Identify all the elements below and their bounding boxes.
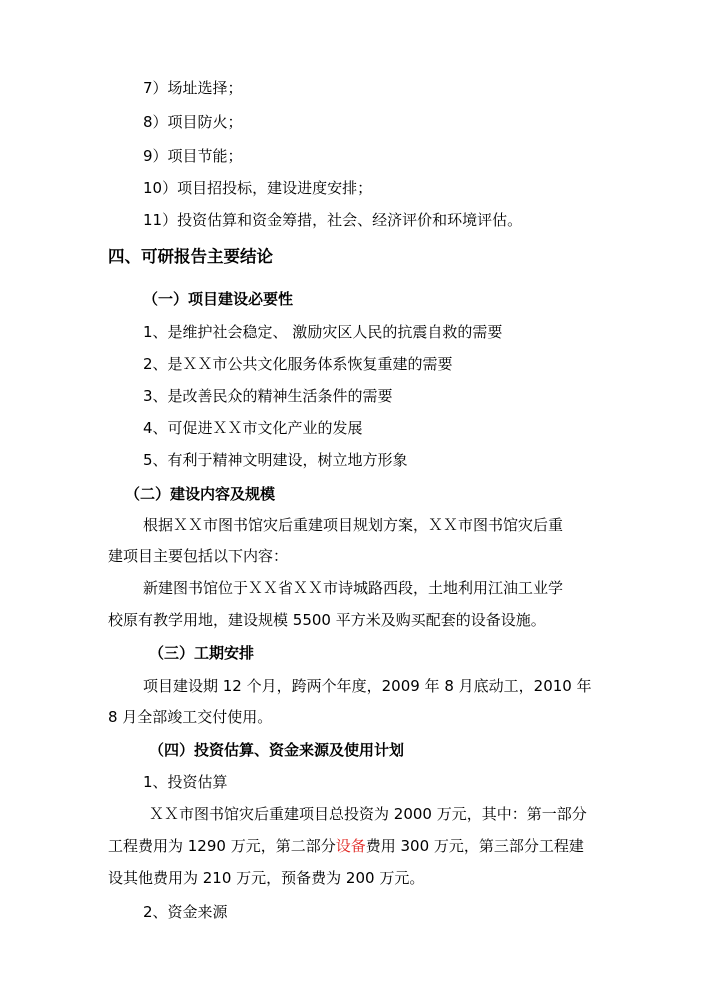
highlighted-term: 设备 <box>335 837 366 855</box>
list-item: 10）项目招投标，建设进度安排； <box>143 179 373 197</box>
paragraph-line: 根据ＸＸ市图书馆灾后重建项目规划方案，ＸＸ市图书馆灾后重 <box>143 516 564 534</box>
subheading: 1、投资估算 <box>143 773 228 791</box>
paragraph-line: 建项目主要包括以下内容： <box>108 547 289 565</box>
paragraph-line <box>108 836 584 856</box>
paragraph-line: 项目建设期 12 个月，跨两个年度，2009 年 8 月底动工，2010 年 <box>143 677 592 695</box>
list-item: 11）投资估算和资金筹措，社会、经济评价和环境评估。 <box>143 211 523 229</box>
list-item: 5、有利于精神文明建设，树立地方形象 <box>143 451 408 469</box>
subsection-heading: （三）工期安排 <box>149 644 255 662</box>
text-segment: 费用 300 万元，第三部分工程建 <box>365 837 584 855</box>
list-item: 3、是改善民众的精神生活条件的需要 <box>143 387 393 405</box>
list-item: 9）项目节能； <box>143 147 243 165</box>
paragraph-line: ＸＸ市图书馆灾后重建项目总投资为 2000 万元，其中：第一部分 <box>149 805 587 823</box>
paragraph-line: 8 月全部竣工交付使用。 <box>108 708 273 726</box>
list-item: 1、是维护社会稳定、 激励灾区人民的抗震自救的需要 <box>143 323 503 341</box>
subsection-heading: （四）投资估算、资金来源及使用计划 <box>149 741 405 759</box>
section-heading: 四、可研报告主要结论 <box>108 247 273 266</box>
list-item: 4、可促进ＸＸ市文化产业的发展 <box>143 419 363 437</box>
list-item: 7）场址选择； <box>143 79 243 97</box>
subsection-heading: （一）项目建设必要性 <box>143 290 294 308</box>
paragraph-line: 新建图书馆位于ＸＸ省ＸＸ市诗城路西段，土地利用江油工业学 <box>143 579 564 597</box>
paragraph-line: 设其他费用为 210 万元，预备费为 200 万元。 <box>108 869 425 887</box>
subheading: 2、资金来源 <box>143 903 228 921</box>
paragraph-line: 校原有教学用地，建设规模 5500 平方米及购买配套的设备设施。 <box>108 611 546 629</box>
list-item: 2、是ＸＸ市公共文化服务体系恢复重建的需要 <box>143 355 453 373</box>
text-segment: 工程费用为 1290 万元，第二部分 <box>108 837 336 855</box>
list-item: 8）项目防火； <box>143 113 243 131</box>
subsection-heading: （二）建设内容及规模 <box>125 485 276 503</box>
